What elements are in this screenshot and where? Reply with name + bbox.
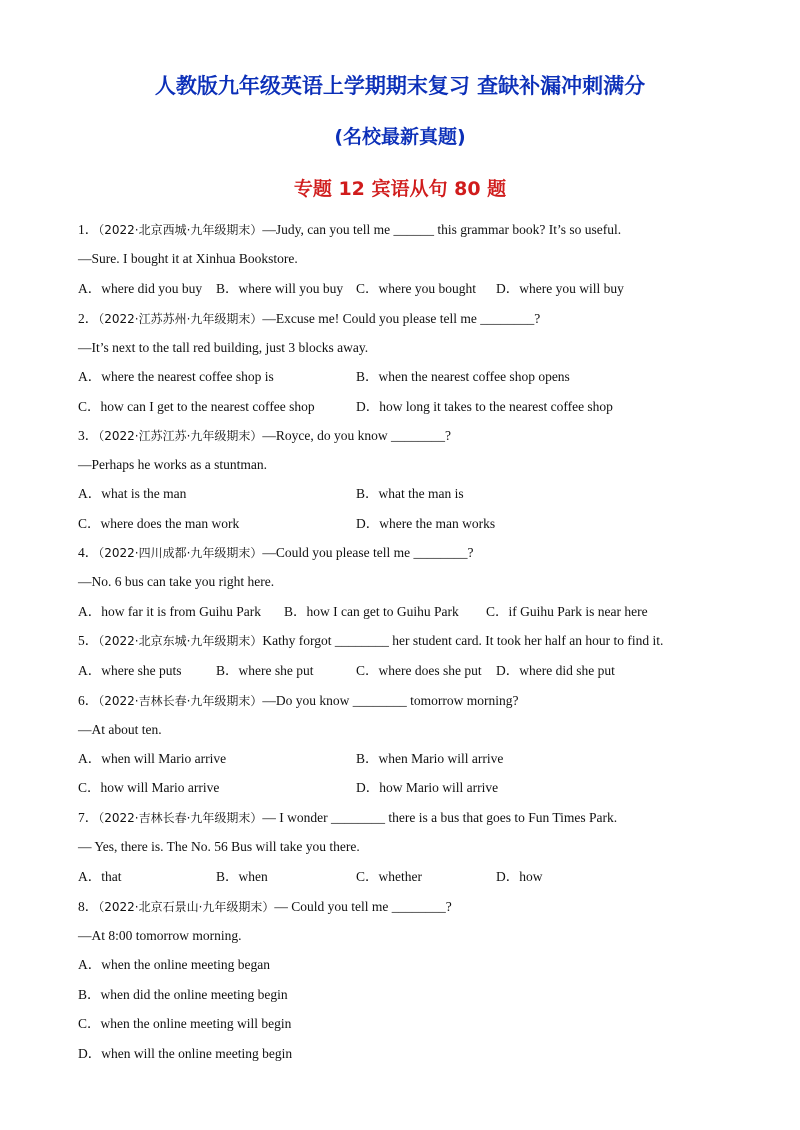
question-4-option-c[interactable]: C．if Guihu Park is near here [486,604,648,619]
question-source: （2022·四川成都·九年级期末） [98,546,263,560]
question-3-option-c[interactable]: C．where does the man work [78,516,240,531]
question-3-stem [78,427,451,445]
question-source: （2022·吉林长春·九年级期末） [98,694,263,708]
question-3-reply: —Perhaps he works as a stuntman. [78,457,267,472]
question-text: Kathy forgot ________ her student card. It took her half an hour to find it. [262,633,664,648]
question-6-reply: —At about ten. [78,722,162,737]
question-text: —Judy, can you tell me ______ this grammar book? It’s so useful. [262,222,622,237]
question-number: 7． [78,810,99,825]
question-7-option-b[interactable]: B．when [216,869,268,884]
question-source: （2022·江苏江苏·九年级期末） [98,429,263,443]
question-7-option-c[interactable]: C．whether [356,869,422,884]
question-7-option-a[interactable]: A．that [78,869,122,884]
page-subtitle: (名校最新真题) [334,126,466,148]
question-text: —Could you please tell me ________? [262,545,474,560]
question-1-reply: —Sure. I bought it at Xinhua Bookstore. [78,251,298,266]
question-8-stem [78,898,452,916]
question-1-stem [78,221,621,239]
question-8-option-a[interactable]: A．when the online meeting began [78,957,270,972]
question-1-option-b[interactable]: B．where will you buy [216,281,344,296]
question-8-reply: —At 8:00 tomorrow morning. [78,928,242,943]
question-6-stem [78,692,519,710]
question-source: （2022·北京东城·九年级期末） [98,634,263,648]
question-6-option-a[interactable]: A．when will Mario arrive [78,751,227,766]
question-2-option-c[interactable]: C．how can I get to the nearest coffee shop [78,399,315,414]
question-2-option-b[interactable]: B．when the nearest coffee shop opens [356,369,570,384]
question-2-stem [78,310,540,328]
question-text: —Royce, do you know ________? [262,428,452,443]
question-3-option-a[interactable]: A．what is the man [78,486,187,501]
question-8-option-b[interactable]: B．when did the online meeting begin [78,987,288,1002]
question-3-option-d[interactable]: D．where the man works [356,516,496,531]
question-number: 1． [78,222,99,237]
question-1-option-d[interactable]: D．where you will buy [496,281,624,296]
question-number: 2． [78,311,99,326]
question-5-option-b[interactable]: B．where she put [216,663,314,678]
question-4-option-a[interactable]: A．how far it is from Guihu Park [78,604,261,619]
question-4-stem [78,544,474,562]
question-2-reply: —It’s next to the tall red building, just 3 blocks away. [78,340,369,355]
question-source: （2022·江苏苏州·九年级期末） [98,312,263,326]
question-number: 8． [78,899,99,914]
question-text: — Could you tell me ________? [274,899,452,914]
question-source: （2022·吉林长春·九年级期末） [98,811,263,825]
question-3-option-b[interactable]: B．what the man is [356,486,464,501]
question-text: —Do you know ________ tomorrow morning? [262,693,519,708]
question-5-stem [78,632,663,650]
question-6-option-c[interactable]: C．how will Mario arrive [78,780,220,795]
question-5-option-c[interactable]: C．where does she put [356,663,482,678]
question-number: 3． [78,428,99,443]
question-8-option-d[interactable]: D．when will the online meeting begin [78,1046,293,1061]
question-7-stem [78,809,617,827]
question-6-option-b[interactable]: B．when Mario will arrive [356,751,504,766]
question-6-option-d[interactable]: D．how Mario will arrive [356,780,499,795]
question-1-option-a[interactable]: A．where did you buy [78,281,203,296]
question-7-reply: — Yes, there is. The No. 56 Bus will take you there. [78,839,360,854]
question-7-option-d[interactable]: D．how [496,869,543,884]
question-8-option-c[interactable]: C．when the online meeting will begin [78,1016,292,1031]
question-source: （2022·北京石景山·九年级期末） [98,900,275,914]
question-2-option-a[interactable]: A．where the nearest coffee shop is [78,369,274,384]
topic-heading: 专题 12 宾语从句 80 题 [293,178,507,200]
question-text: —Excuse me! Could you please tell me ________? [262,311,541,326]
question-5-option-a[interactable]: A．where she puts [78,663,182,678]
question-number: 6． [78,693,99,708]
question-4-option-b[interactable]: B．how I can get to Guihu Park [284,604,459,619]
question-5-option-d[interactable]: D．where did she put [496,663,615,678]
question-text: — I wonder ________ there is a bus that goes to Fun Times Park. [262,810,618,825]
page-title: 人教版九年级英语上学期期末复习 查缺补漏冲刺满分 [154,74,646,98]
question-1-option-c[interactable]: C．where you bought [356,281,476,296]
question-4-reply: —No. 6 bus can take you right here. [78,574,275,589]
question-number: 4． [78,545,99,560]
question-source: （2022·北京西城·九年级期末） [98,223,263,237]
question-number: 5． [78,633,99,648]
question-2-option-d[interactable]: D．how long it takes to the nearest coffee shop [356,399,613,414]
